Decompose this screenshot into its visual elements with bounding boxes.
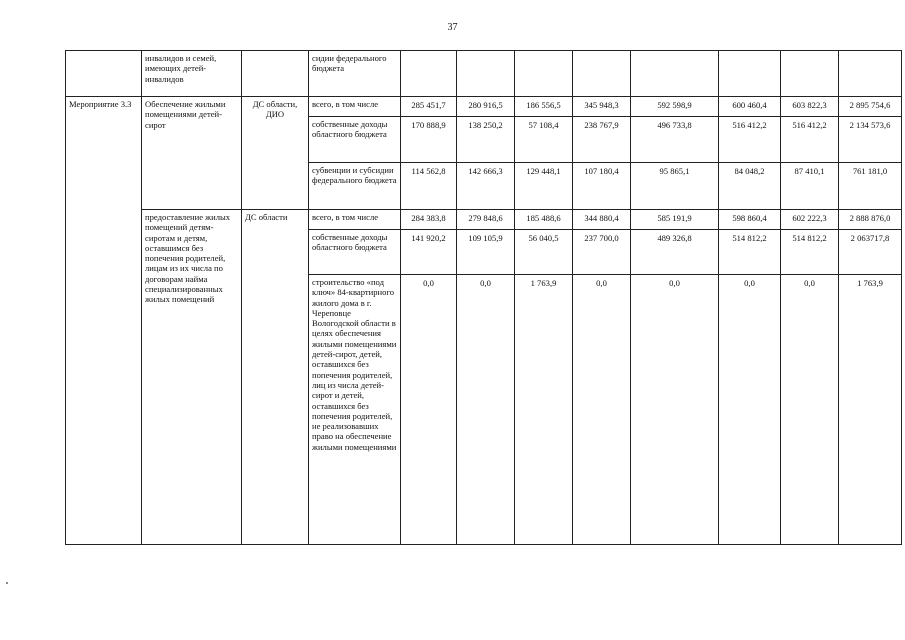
value-cell: 285 451,7 — [401, 97, 457, 117]
value-cell: 2 888 876,0 — [839, 210, 902, 230]
value-cell: 0,0 — [401, 275, 457, 545]
page-number: 37 — [447, 22, 458, 33]
value-cell: 344 880,4 — [573, 210, 631, 230]
value-cell: 57 108,4 — [515, 117, 573, 163]
source-cell: строительство «под ключ» 84-квартирного жилого дома в г. Череповце Вологодской области в целях обеспечения жилыми помещениями детей-сирот, детей, оставшихся без попечения родителей, лиц из числа детей-сирот и детей, оставшихся без попечения родителей, не реализовавших право на обеспечение жилыми помещениями — [309, 275, 401, 545]
value-cell: 237 700,0 — [573, 230, 631, 275]
value-cell: 516 412,2 — [781, 117, 839, 163]
value-cell — [515, 51, 573, 97]
value-cell: 2 895 754,6 — [839, 97, 902, 117]
value-cell: 514 812,2 — [719, 230, 781, 275]
value-cell: 84 048,2 — [719, 163, 781, 210]
value-cell: 87 410,1 — [781, 163, 839, 210]
value-cell — [719, 51, 781, 97]
value-cell: 345 948,3 — [573, 97, 631, 117]
value-cell: 598 860,4 — [719, 210, 781, 230]
value-cell — [631, 51, 719, 97]
executor-cell — [242, 51, 309, 97]
scan-dot — [6, 582, 8, 584]
value-cell: 1 763,9 — [839, 275, 902, 545]
executor-cell: ДС области — [242, 210, 309, 545]
source-cell: всего, в том числе — [309, 210, 401, 230]
value-cell — [781, 51, 839, 97]
value-cell: 279 848,6 — [457, 210, 515, 230]
value-cell: 0,0 — [457, 275, 515, 545]
name-cell: предоставление жилых помещений детям-сиротам и детям, оставшимся без попечения родителей, лицам из их числа по договорам найма специализированных жилых помещений — [142, 210, 242, 545]
value-cell: 186 556,5 — [515, 97, 573, 117]
source-cell: сидии федерального бюджета — [309, 51, 401, 97]
value-cell: 585 191,9 — [631, 210, 719, 230]
source-cell: субвенции и субсидии федерального бюджета — [309, 163, 401, 210]
source-cell: собственные доходы областного бюджета — [309, 117, 401, 163]
budget-table — [65, 50, 902, 545]
measure-label-cell: Мероприятие 3.3 — [66, 97, 142, 545]
value-cell: 109 105,9 — [457, 230, 515, 275]
table-row — [66, 97, 902, 117]
value-cell: 2 063717,8 — [839, 230, 902, 275]
value-cell — [573, 51, 631, 97]
value-cell: 114 562,8 — [401, 163, 457, 210]
value-cell — [401, 51, 457, 97]
value-cell: 489 326,8 — [631, 230, 719, 275]
name-cell: Обеспечение жилыми помещениями детей-сирот — [142, 97, 242, 210]
name-cell: инвалидов и семей, имеющих детей-инвалидов — [142, 51, 242, 97]
value-cell: 56 040,5 — [515, 230, 573, 275]
value-cell: 1 763,9 — [515, 275, 573, 545]
value-cell: 95 865,1 — [631, 163, 719, 210]
value-cell — [457, 51, 515, 97]
source-cell: всего, в том числе — [309, 97, 401, 117]
value-cell: 592 598,9 — [631, 97, 719, 117]
value-cell: 2 134 573,6 — [839, 117, 902, 163]
source-cell: собственные доходы областного бюджета — [309, 230, 401, 275]
value-cell: 600 460,4 — [719, 97, 781, 117]
table-row — [66, 51, 902, 97]
value-cell: 0,0 — [781, 275, 839, 545]
value-cell: 170 888,9 — [401, 117, 457, 163]
value-cell: 129 448,1 — [515, 163, 573, 210]
value-cell — [839, 51, 902, 97]
value-cell: 185 488,6 — [515, 210, 573, 230]
value-cell: 0,0 — [573, 275, 631, 545]
value-cell: 0,0 — [631, 275, 719, 545]
value-cell: 496 733,8 — [631, 117, 719, 163]
value-cell: 107 180,4 — [573, 163, 631, 210]
value-cell: 284 383,8 — [401, 210, 457, 230]
value-cell: 761 181,0 — [839, 163, 902, 210]
table-row — [66, 210, 902, 230]
value-cell: 142 666,3 — [457, 163, 515, 210]
value-cell: 238 767,9 — [573, 117, 631, 163]
value-cell: 602 222,3 — [781, 210, 839, 230]
value-cell: 280 916,5 — [457, 97, 515, 117]
value-cell: 514 812,2 — [781, 230, 839, 275]
executor-cell: ДС области, ДИО — [242, 97, 309, 210]
value-cell: 0,0 — [719, 275, 781, 545]
value-cell: 603 822,3 — [781, 97, 839, 117]
value-cell: 138 250,2 — [457, 117, 515, 163]
measure-label-cell — [66, 51, 142, 97]
value-cell: 516 412,2 — [719, 117, 781, 163]
value-cell: 141 920,2 — [401, 230, 457, 275]
